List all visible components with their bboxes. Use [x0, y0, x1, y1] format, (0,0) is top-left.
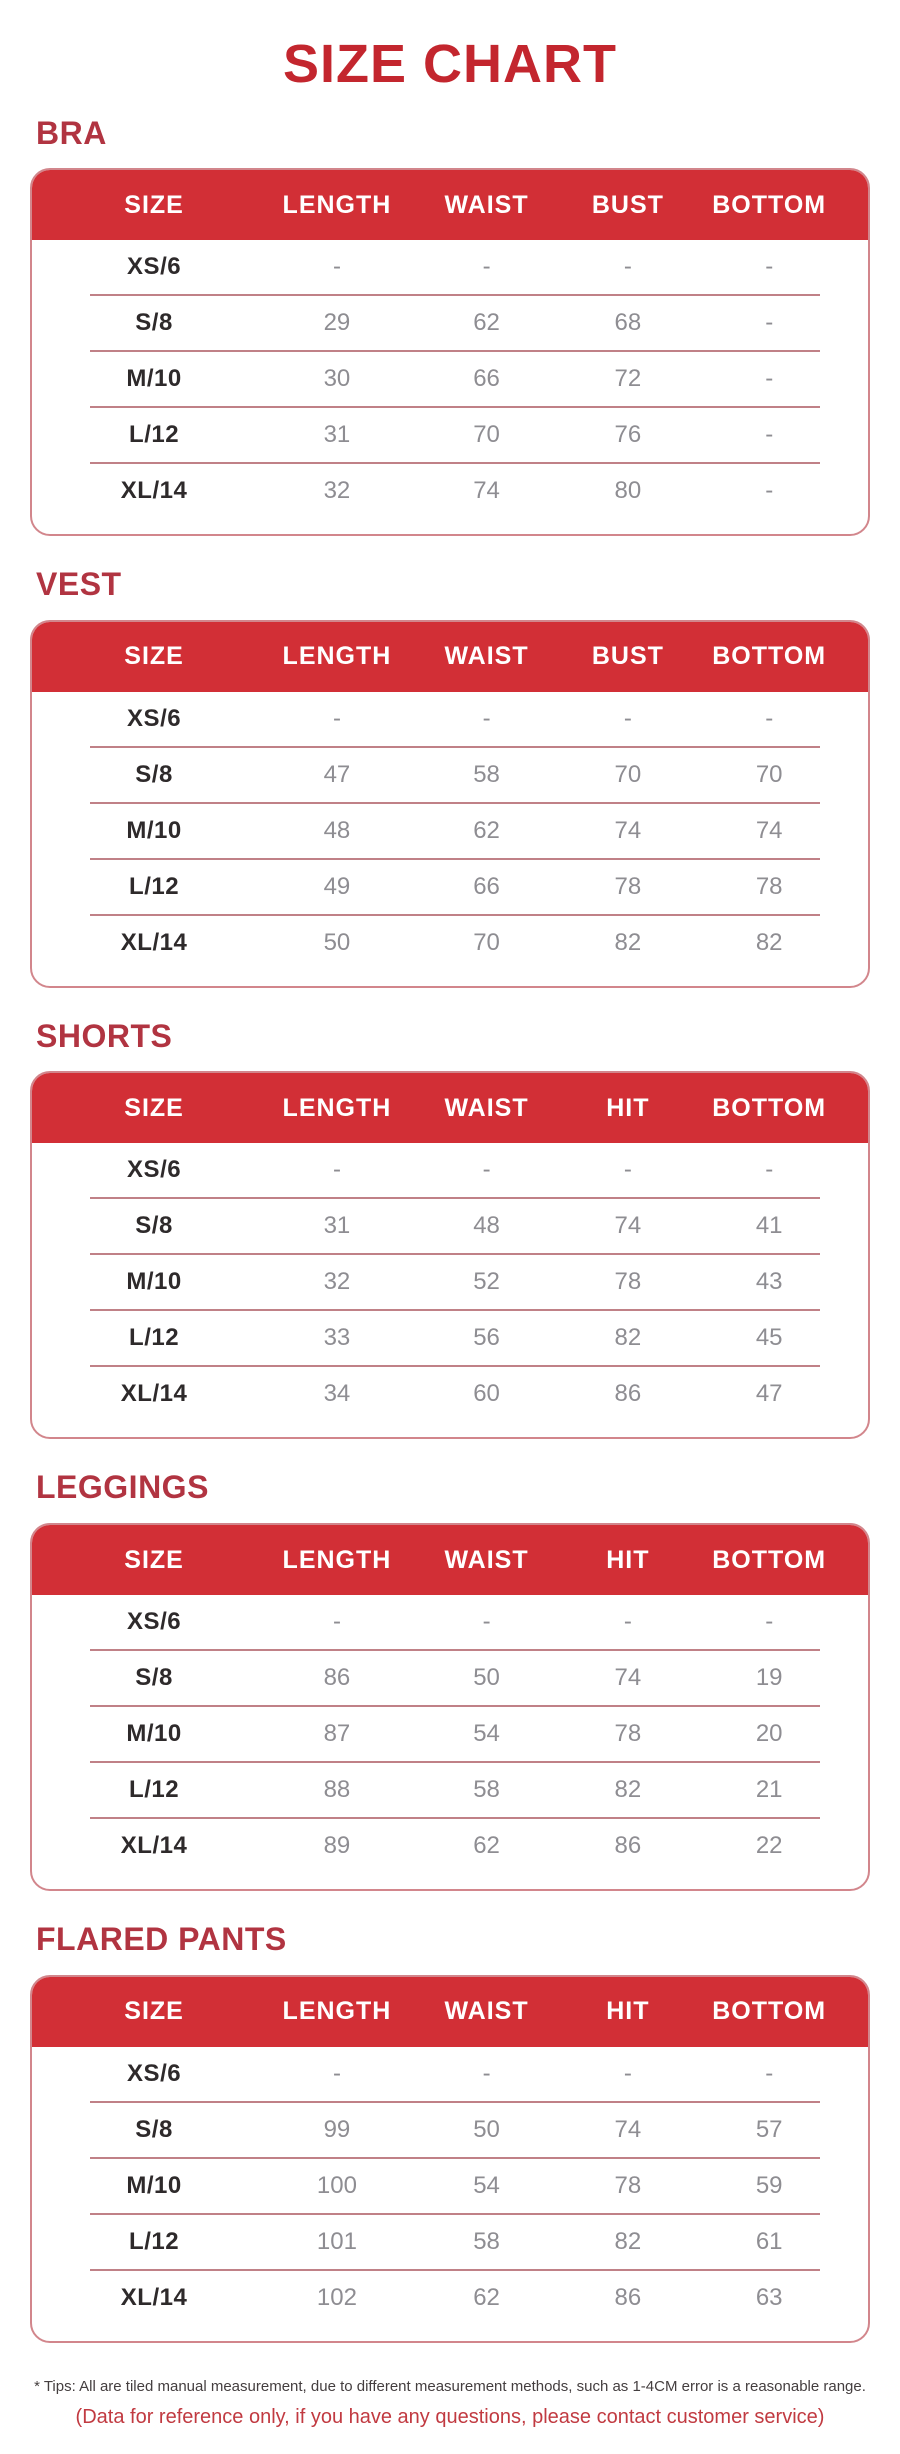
table-row: [32, 1595, 868, 1649]
size-cell: XL/14: [120, 1380, 188, 1408]
table-body: [32, 692, 868, 986]
value-cell: 54: [473, 2171, 500, 2199]
size-cell: M/10: [126, 2171, 182, 2199]
value-cell: 49: [323, 872, 351, 900]
size-cell: S/8: [135, 2115, 173, 2143]
size-table-section: [30, 1017, 870, 1440]
value-cell: 78: [614, 1268, 642, 1296]
size-cell: M/10: [126, 365, 182, 393]
size-table-section: [30, 1471, 870, 1891]
size-cell: M/10: [126, 816, 182, 844]
table-row: [32, 240, 868, 294]
value-cell: 63: [755, 2283, 783, 2311]
table-row: [32, 692, 868, 746]
value-cell: -: [482, 704, 491, 732]
size-cell: M/10: [126, 1268, 182, 1296]
value-cell: 30: [323, 365, 351, 393]
value-cell: 50: [323, 928, 351, 956]
size-cell: L/12: [129, 2227, 180, 2255]
value-cell: -: [765, 1156, 774, 1184]
table-row: [32, 2159, 868, 2213]
value-cell: 58: [473, 2227, 500, 2255]
value-cell: 86: [323, 1664, 351, 1692]
value-cell: 78: [755, 872, 783, 900]
table-body: [32, 1595, 868, 1889]
column-header: BOTTOM: [712, 642, 827, 671]
column-header: HIT: [606, 1545, 650, 1574]
size-cell: L/12: [129, 1324, 180, 1352]
value-cell: 58: [473, 760, 500, 788]
value-cell: -: [332, 704, 341, 732]
value-cell: 99: [323, 2115, 351, 2143]
table-row: [32, 804, 868, 858]
value-cell: -: [765, 253, 774, 281]
value-cell: 43: [755, 1268, 783, 1296]
value-cell: 86: [614, 1380, 642, 1408]
size-cell: S/8: [135, 309, 173, 337]
value-cell: 80: [614, 477, 642, 505]
column-header: WAIST: [444, 642, 529, 671]
size-cell: XS/6: [127, 1608, 182, 1636]
value-cell: 74: [614, 816, 642, 844]
size-table: [30, 1523, 870, 1891]
value-cell: 58: [473, 1776, 500, 1804]
value-cell: -: [765, 704, 774, 732]
size-table: [30, 1975, 870, 2343]
value-cell: -: [765, 1608, 774, 1636]
size-cell: L/12: [129, 421, 180, 449]
column-header: BOTTOM: [712, 190, 827, 219]
table-row: [32, 296, 868, 350]
table-row: [32, 1311, 868, 1365]
value-cell: 78: [614, 872, 642, 900]
column-header: BUST: [591, 190, 664, 219]
value-cell: 31: [323, 421, 351, 449]
value-cell: 48: [473, 1212, 500, 1240]
value-cell: -: [765, 309, 774, 337]
size-table-section: [30, 568, 870, 988]
column-header: BOTTOM: [712, 1545, 827, 1574]
value-cell: 74: [614, 2115, 642, 2143]
column-header: HIT: [606, 1093, 650, 1122]
table-row: [32, 464, 868, 518]
value-cell: 32: [323, 1268, 351, 1296]
table-body: [32, 1143, 868, 1437]
value-cell: 54: [473, 1720, 500, 1748]
page-title: SIZE CHART: [283, 34, 617, 94]
value-cell: 60: [473, 1380, 500, 1408]
value-cell: 86: [614, 1832, 642, 1860]
size-cell: M/10: [126, 1720, 182, 1748]
value-cell: 57: [755, 2115, 783, 2143]
value-cell: 56: [473, 1324, 500, 1352]
size-cell: XS/6: [127, 1156, 182, 1184]
table-header-row: [32, 1977, 868, 2047]
value-cell: 52: [473, 1268, 500, 1296]
value-cell: -: [765, 421, 774, 449]
size-cell: S/8: [135, 1212, 173, 1240]
size-cell: L/12: [129, 1776, 180, 1804]
table-body: [32, 240, 868, 534]
value-cell: -: [332, 1608, 341, 1636]
table-row: [32, 2047, 868, 2101]
section-heading: SHORTS: [36, 1017, 173, 1054]
value-cell: 50: [473, 1664, 500, 1692]
value-cell: 34: [323, 1380, 351, 1408]
column-header: WAIST: [444, 1997, 529, 2026]
size-cell: XL/14: [120, 477, 188, 505]
table-header-row: [32, 622, 868, 692]
value-cell: 86: [614, 2283, 642, 2311]
column-header: SIZE: [124, 642, 184, 671]
footer-tips-text: * Tips: All are tiled manual measurement, due to different measurement methods, such as 1-4CM error is a reasonable range.: [34, 2377, 866, 2395]
table-row: [32, 1707, 868, 1761]
value-cell: 20: [755, 1720, 783, 1748]
size-table: [30, 1071, 870, 1439]
size-table-section: [30, 1923, 870, 2343]
value-cell: 70: [614, 760, 642, 788]
value-cell: 66: [473, 872, 500, 900]
value-cell: 47: [323, 760, 351, 788]
value-cell: 61: [755, 2227, 783, 2255]
table-row: [32, 352, 868, 406]
table-row: [32, 748, 868, 802]
value-cell: -: [765, 365, 774, 393]
value-cell: 72: [614, 365, 642, 393]
section-heading: BRA: [36, 114, 107, 151]
column-header: WAIST: [444, 1093, 529, 1122]
value-cell: 82: [614, 1324, 642, 1352]
column-header: WAIST: [444, 1545, 529, 1574]
table-header-row: [32, 170, 868, 240]
value-cell: -: [482, 253, 491, 281]
value-cell: 74: [614, 1664, 642, 1692]
size-cell: L/12: [129, 872, 180, 900]
value-cell: -: [482, 2059, 491, 2087]
value-cell: 32: [323, 477, 351, 505]
value-cell: 100: [316, 2171, 357, 2199]
table-row: [32, 1143, 868, 1197]
value-cell: -: [482, 1156, 491, 1184]
value-cell: 74: [614, 1212, 642, 1240]
section-heading: FLARED PANTS: [36, 1921, 287, 1958]
size-chart-sections: [0, 114, 900, 2343]
value-cell: 70: [473, 928, 500, 956]
column-header: LENGTH: [282, 1093, 392, 1122]
column-header: SIZE: [124, 1997, 184, 2026]
value-cell: 59: [755, 2171, 783, 2199]
table-row: [32, 1199, 868, 1253]
value-cell: 62: [473, 309, 500, 337]
value-cell: 45: [755, 1324, 783, 1352]
value-cell: -: [623, 1608, 632, 1636]
table-row: [32, 1367, 868, 1421]
column-header: LENGTH: [282, 190, 392, 219]
column-header: WAIST: [444, 190, 529, 219]
size-cell: XS/6: [127, 704, 182, 732]
table-row: [32, 2103, 868, 2157]
column-header: LENGTH: [282, 1545, 392, 1574]
section-heading: LEGGINGS: [36, 1469, 209, 1506]
size-cell: XL/14: [120, 1832, 188, 1860]
value-cell: 82: [614, 928, 642, 956]
table-row: [32, 1819, 868, 1873]
value-cell: 78: [614, 1720, 642, 1748]
value-cell: 62: [473, 1832, 500, 1860]
value-cell: 41: [755, 1212, 783, 1240]
value-cell: 102: [316, 2283, 357, 2311]
footer-reference-note: (Data for reference only, if you have any questions, please contact customer service): [75, 2406, 825, 2429]
column-header: BOTTOM: [712, 1093, 827, 1122]
table-row: [32, 2271, 868, 2325]
value-cell: -: [332, 2059, 341, 2087]
value-cell: 33: [323, 1324, 351, 1352]
column-header: SIZE: [124, 1093, 184, 1122]
size-cell: XL/14: [120, 928, 188, 956]
value-cell: 50: [473, 2115, 500, 2143]
value-cell: 76: [614, 421, 642, 449]
value-cell: 19: [755, 1664, 783, 1692]
section-heading: VEST: [36, 566, 122, 603]
value-cell: 82: [614, 2227, 642, 2255]
value-cell: -: [623, 2059, 632, 2087]
value-cell: 78: [614, 2171, 642, 2199]
column-header: SIZE: [124, 1545, 184, 1574]
table-row: [32, 1763, 868, 1817]
value-cell: -: [332, 253, 341, 281]
value-cell: 29: [323, 309, 351, 337]
value-cell: 66: [473, 365, 500, 393]
table-header-row: [32, 1525, 868, 1595]
value-cell: 68: [614, 309, 642, 337]
value-cell: 70: [473, 421, 500, 449]
value-cell: 70: [755, 760, 783, 788]
value-cell: 48: [323, 816, 351, 844]
size-table-section: [30, 114, 870, 537]
value-cell: 22: [755, 1832, 783, 1860]
column-header: LENGTH: [282, 642, 392, 671]
value-cell: 74: [473, 477, 500, 505]
value-cell: 89: [323, 1832, 351, 1860]
value-cell: 82: [614, 1776, 642, 1804]
column-header: HIT: [606, 1997, 650, 2026]
size-cell: S/8: [135, 760, 173, 788]
value-cell: -: [765, 477, 774, 505]
size-cell: S/8: [135, 1664, 173, 1692]
value-cell: -: [623, 253, 632, 281]
value-cell: 62: [473, 2283, 500, 2311]
footer: [0, 2377, 900, 2445]
value-cell: 21: [755, 1776, 783, 1804]
table-row: [32, 1651, 868, 1705]
value-cell: 101: [316, 2227, 357, 2255]
value-cell: 47: [755, 1380, 783, 1408]
column-header: BOTTOM: [712, 1997, 827, 2026]
table-row: [32, 408, 868, 462]
table-row: [32, 860, 868, 914]
table-row: [32, 1255, 868, 1309]
value-cell: -: [482, 1608, 491, 1636]
size-cell: XL/14: [120, 2283, 188, 2311]
table-body: [32, 2047, 868, 2341]
size-cell: XS/6: [127, 2059, 182, 2087]
value-cell: 31: [323, 1212, 351, 1240]
value-cell: -: [623, 1156, 632, 1184]
column-header: SIZE: [124, 190, 184, 219]
column-header: BUST: [591, 642, 664, 671]
value-cell: -: [623, 704, 632, 732]
value-cell: 87: [323, 1720, 351, 1748]
value-cell: 82: [755, 928, 783, 956]
value-cell: -: [765, 2059, 774, 2087]
size-cell: XS/6: [127, 253, 182, 281]
column-header: LENGTH: [282, 1997, 392, 2026]
value-cell: 88: [323, 1776, 351, 1804]
size-table: [30, 620, 870, 988]
value-cell: 74: [755, 816, 783, 844]
value-cell: 62: [473, 816, 500, 844]
table-header-row: [32, 1073, 868, 1143]
table-row: [32, 916, 868, 970]
size-table: [30, 168, 870, 536]
table-row: [32, 2215, 868, 2269]
value-cell: -: [332, 1156, 341, 1184]
